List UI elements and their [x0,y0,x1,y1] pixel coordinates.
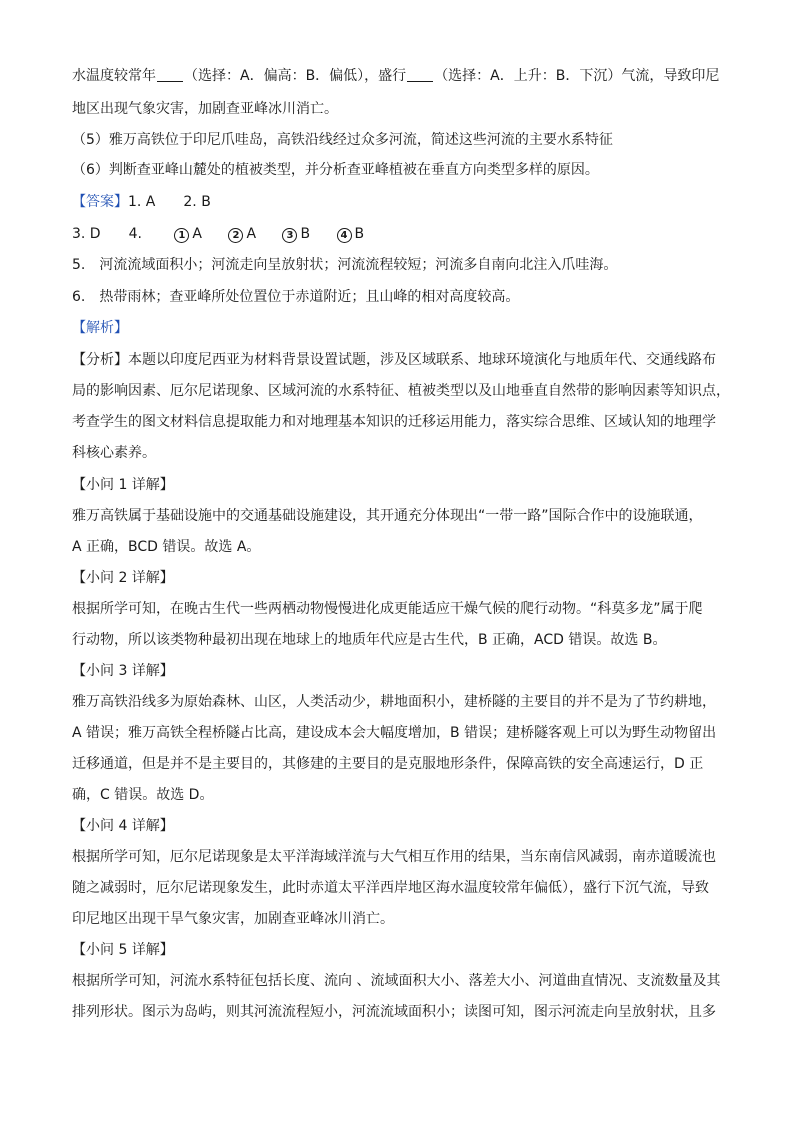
q4-line-2: 地区出现气象灾害，加剧查亚峰冰川消亡。 [72,101,338,117]
answer-blank-2 [407,67,433,82]
q4-text-b: （选择：A．偏高：B．偏低），盛行 [184,68,407,84]
answer-4-sub-1: 1 A [174,225,202,243]
detail-1-title: 【小问 1 详解】 [72,477,174,493]
answer-1: 1. A [128,194,156,210]
answer-5: 5. 河流流域面积小；河流走向呈放射状；河流流程较短；河流多自南向北注入爪哇海。 [72,257,618,273]
analysis-tag: 【分析】 [72,352,128,368]
analysis-line-1: 【分析】本题以印度尼西亚为材料背景设置试题，涉及区域联系、地球环境演化与地质年代、交通线路布 [72,352,716,368]
answer-4-sub-3: 3 B [282,225,310,243]
question-5: （5）雅万高铁位于印尼爪哇岛，高铁沿线经过众多河流，简述这些河流的主要水系特征 [72,132,613,148]
detail-3-line-3: 迁移通道，但是并不是主要目的，其修建的主要目的是克服地形条件，保障高铁的安全高速运行，D 正 [72,756,704,772]
circled-number-icon: 1 [174,228,189,243]
answer-3: 3. D [72,226,101,242]
detail-1-line-1: 雅万高铁属于基础设施中的交通基础设施建设，其开通充分体现出“一带一路”国际合作中的设施联通， [72,508,703,524]
answer-4-sub-2: 2 A [228,225,256,243]
q4-text-c: （选择：A．上升：B．下沉）气流，导致印尼 [434,68,720,84]
detail-4-line-1: 根据所学可知，厄尔尼诺现象是太平洋海域洋流与大气相互作用的结果，当东南信风减弱，南赤道暖流也 [72,849,716,865]
detail-3-title: 【小问 3 详解】 [72,663,174,679]
jiexi-tag: 【解析】 [72,320,128,336]
detail-3-line-1: 雅万高铁沿线多为原始森林、山区，人类活动少，耕地面积小，建桥隧的主要目的并不是为了节约耕地， [72,694,716,710]
detail-3-line-2: A 错误；雅万高铁全程桥隧占比高，建设成本会大幅度增加，B 错误；建桥隧客观上可以为野生动物留出 [72,725,717,741]
answer-4: 4. [128,226,142,242]
detail-5-line-2: 排列形状。图示为岛屿，则其河流流程短小，河流流域面积小；读图可知，图示河流走向呈放射状，且多 [72,1004,716,1020]
answer-blank-1 [157,67,183,82]
circled-number-icon: 2 [228,228,243,243]
answer-6: 6. 热带雨林；查亚峰所处位置位于赤道附近；且山峰的相对高度较高。 [72,289,520,305]
detail-2-title: 【小问 2 详解】 [72,570,174,586]
detail-5-line-1: 根据所学可知，河流水系特征包括长度、流向 、流域面积大小、落差大小、河道曲直情况、支流数量及其 [72,973,721,989]
answer-line-1 [72,193,732,211]
circled-number-icon: 4 [337,228,352,243]
circled-number-icon: 3 [282,228,297,243]
question-6: （6）判断查亚峰山麓处的植被类型，并分析查亚峰植被在垂直方向类型多样的原因。 [72,162,599,178]
analysis-line-2: 局的影响因素、厄尔尼诺现象、区域河流的水系特征、植被类型以及山地垂直自然带的影响因素等知识点， [72,383,730,399]
q4-text-a: 水温度较常年 [72,68,156,84]
answer-line-2 [72,225,732,243]
q4-continuation-line [72,67,732,85]
analysis-line-3: 考查学生的图文材料信息提取能力和对地理基本知识的迁移运用能力，落实综合思维、区域认知的地理学 [72,414,716,430]
detail-2-line-2: 行动物，所以该类物种最初出现在地球上的地质年代应是古生代，B 正确，ACD 错误。故选 B。 [72,632,667,648]
detail-2-line-1: 根据所学可知，在晚古生代一些两栖动物慢慢进化成更能适应干燥气候的爬行动物。“科莫多龙”属于爬 [72,601,703,617]
detail-4-line-3: 印尼地区出现干旱气象灾害，加剧查亚峰冰川消亡。 [72,911,394,927]
detail-3-line-4: 确，C 错误。故选 D。 [72,787,214,803]
answer-tag: 【答案】 [72,194,128,210]
detail-5-title: 【小问 5 详解】 [72,942,174,958]
analysis-line-4: 科核心素养。 [72,445,156,461]
detail-4-line-2: 随之减弱时，厄尔尼诺现象发生，此时赤道太平洋西岸地区海水温度较常年偏低），盛行下沉气流，导致 [72,880,709,896]
answer-4-sub-4: 4 B [337,225,365,243]
detail-1-line-2: A 正确，BCD 错误。故选 A。 [72,539,261,555]
answer-2: 2. B [183,194,211,210]
detail-4-title: 【小问 4 详解】 [72,818,174,834]
